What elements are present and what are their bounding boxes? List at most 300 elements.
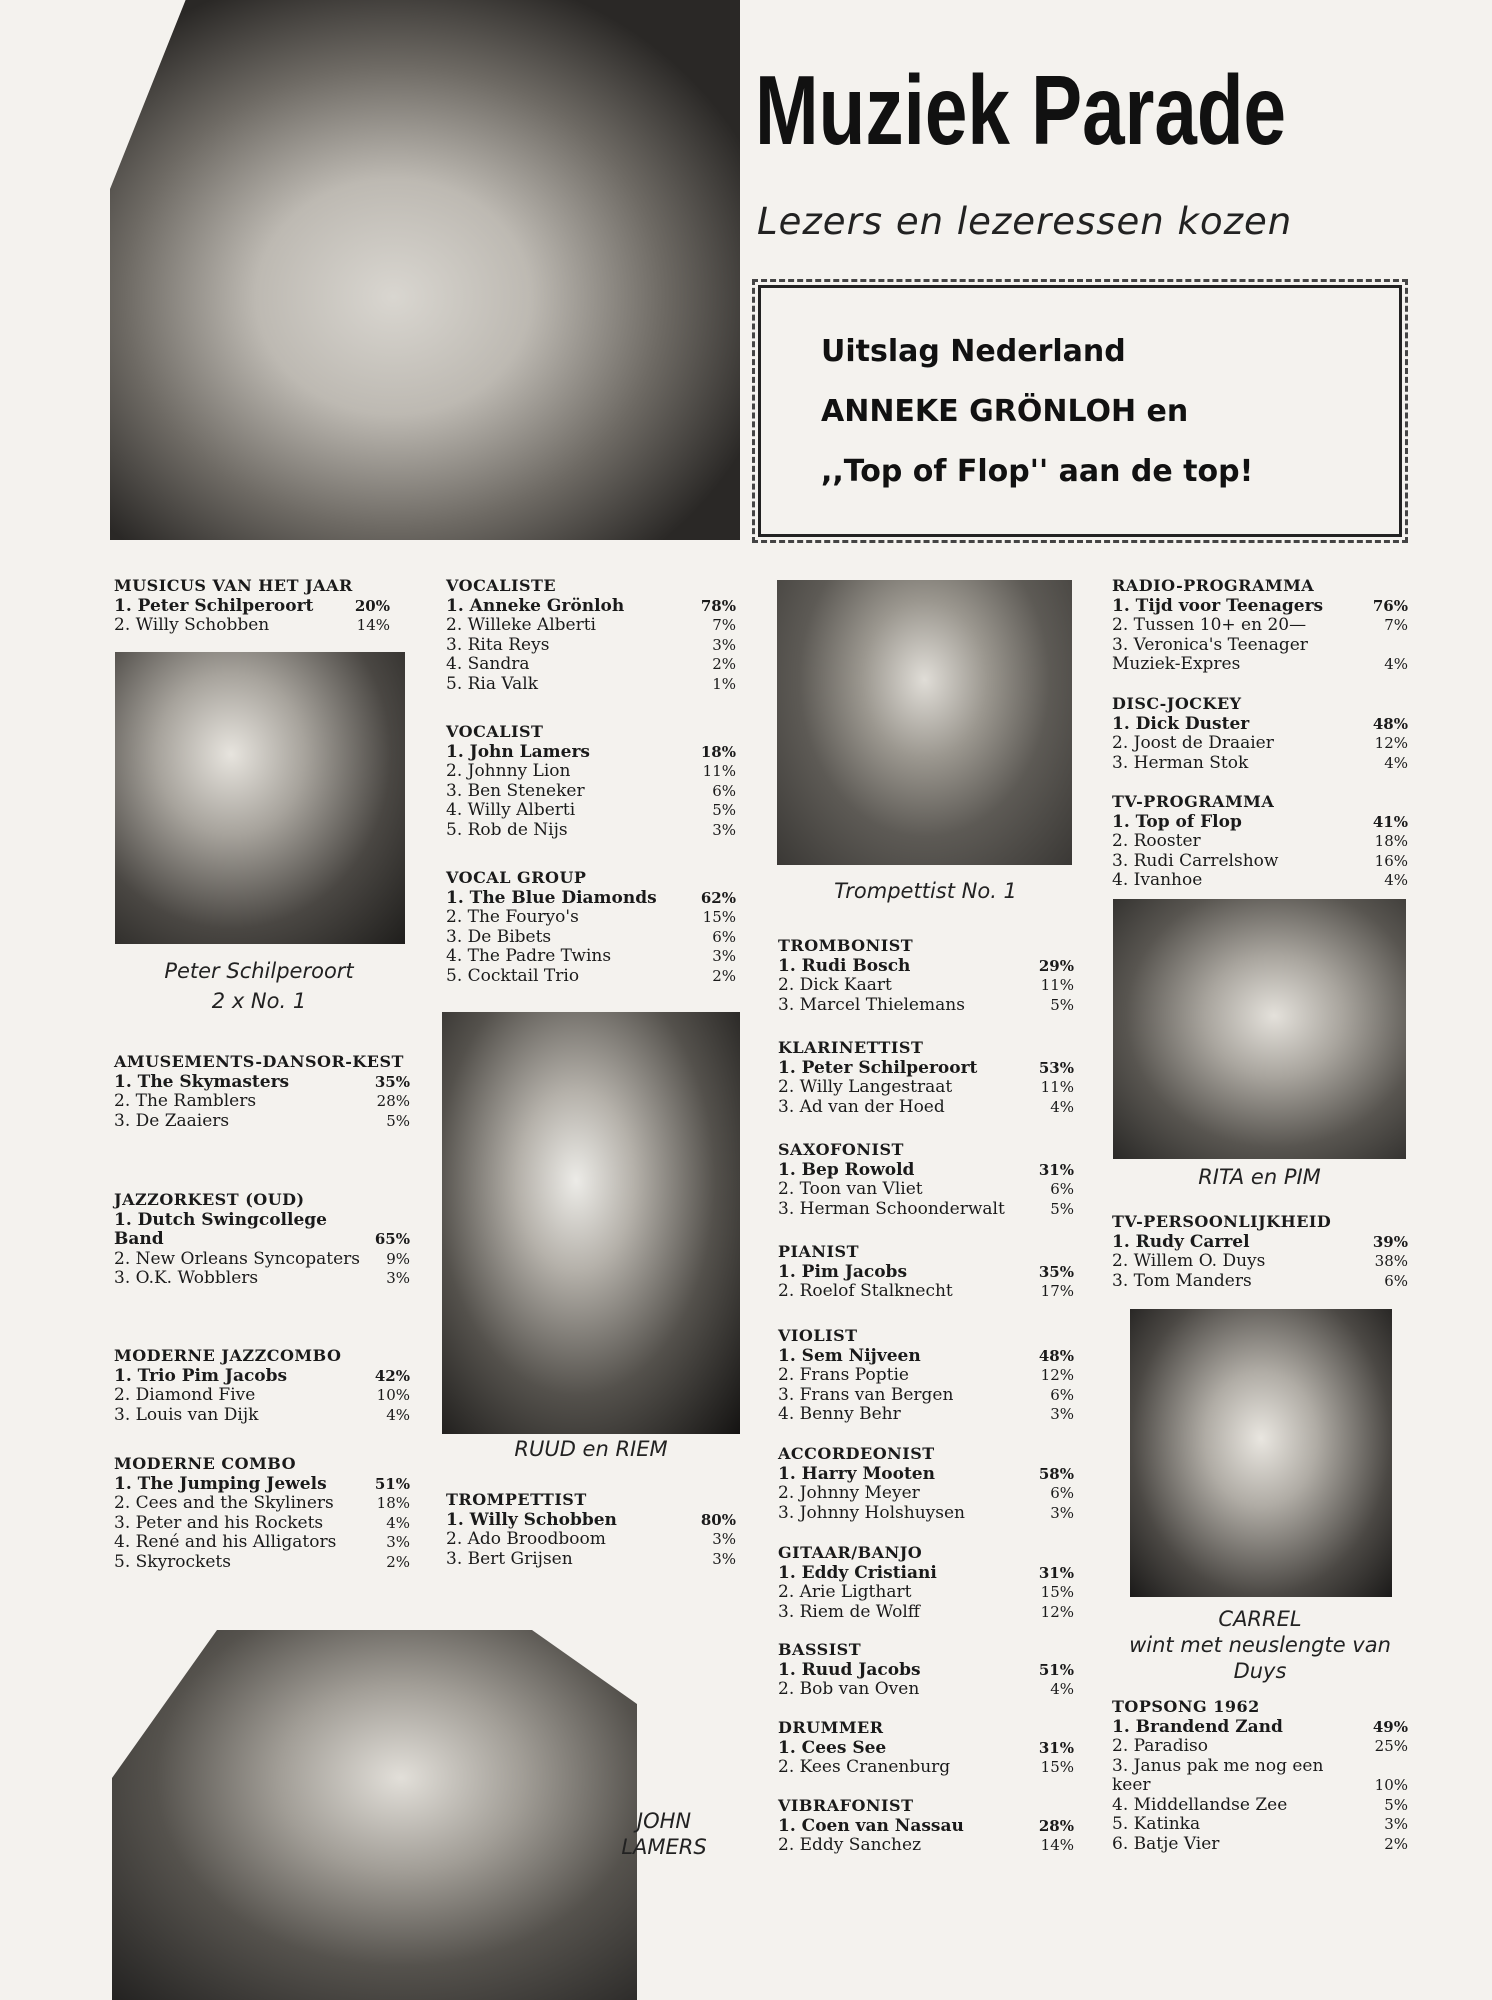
ranking-percentage: 31% — [1038, 1563, 1074, 1582]
caption-carrel-line3: Duys — [1233, 1659, 1287, 1683]
ranking-percentage: 25% — [1374, 1737, 1408, 1755]
ranking-percentage: 41% — [1372, 812, 1408, 831]
ranking-percentage: 3% — [1050, 1405, 1074, 1423]
ranking-percentage: 2% — [712, 655, 736, 673]
ranking-row — [1112, 636, 1408, 675]
ranking-name: 1. Anneke Grönloh — [446, 595, 625, 616]
ranking-percentage: 35% — [374, 1072, 410, 1091]
photo-carrel — [1130, 1309, 1392, 1597]
section-klarinettist — [778, 1038, 1074, 1117]
ranking-row — [446, 616, 736, 636]
section-vocalist — [446, 722, 736, 840]
category-title: PIANIST — [778, 1242, 859, 1261]
ranking-row — [446, 1511, 736, 1531]
ranking-name: 3. Veronica's Teenager Muziek-Expres — [1112, 634, 1308, 674]
ranking-percentage: 4% — [1384, 655, 1408, 673]
ranking-name: 4. The Padre Twins — [446, 946, 612, 966]
ranking-percentage: 11% — [1040, 976, 1074, 994]
ranking-percentage: 20% — [354, 596, 390, 615]
ranking-row — [114, 1269, 410, 1289]
ranking-name: 2. Johnny Meyer — [778, 1483, 920, 1503]
ranking-percentage: 15% — [1040, 1583, 1074, 1601]
ranking-percentage: 6% — [1050, 1180, 1074, 1198]
caption-trompettist: Trompettist No. 1 — [834, 879, 1017, 903]
ranking-name: 5. Katinka — [1112, 1814, 1201, 1834]
ranking-percentage: 16% — [1374, 851, 1408, 870]
caption-carrel-line1: CARREL — [1218, 1607, 1302, 1631]
ranking-percentage: 5% — [386, 1111, 410, 1130]
ranking-name: 3. Rudi Carrelshow — [1112, 850, 1279, 871]
ranking-name: 4. René and his Alligators — [114, 1532, 337, 1552]
ranking-name: 2. Joost de Draaier — [1112, 733, 1274, 753]
ranking-name: 4. Willy Alberti — [446, 800, 576, 820]
ranking-percentage: 78% — [700, 596, 736, 615]
section-gitaar — [778, 1543, 1074, 1622]
ranking-row — [778, 1263, 1074, 1283]
ranking-percentage: 48% — [1038, 1346, 1074, 1365]
ranking-percentage: 4% — [1384, 753, 1408, 772]
ranking-percentage: 1% — [712, 674, 736, 693]
section-violist — [778, 1326, 1074, 1425]
ranking-percentage: 31% — [1038, 1738, 1074, 1757]
ranking-percentage: 4% — [386, 1513, 410, 1532]
ranking-name: 1. Rudy Carrel — [1112, 1231, 1250, 1252]
caption-john — [584, 1808, 744, 1860]
ranking-name: 2. Toon van Vliet — [778, 1179, 923, 1199]
ranking-row — [1112, 1757, 1408, 1796]
ranking-row — [778, 1366, 1074, 1386]
ranking-percentage: 58% — [1038, 1464, 1074, 1483]
ranking-percentage: 6% — [1050, 1385, 1074, 1404]
ranking-name: 1. Cees See — [778, 1737, 887, 1758]
ranking-percentage: 5% — [1050, 995, 1074, 1014]
ranking-percentage: 53% — [1038, 1058, 1074, 1077]
ranking-row — [778, 1564, 1074, 1584]
section-jazzorkest — [114, 1190, 410, 1289]
category-title: MODERNE COMBO — [114, 1454, 297, 1473]
ranking-percentage: 4% — [1050, 1680, 1074, 1698]
section-accordeonist — [778, 1444, 1074, 1523]
ranking-name: 3. Ad van der Hoed — [778, 1096, 945, 1117]
section-saxofonist — [778, 1140, 1074, 1219]
ranking-row — [1112, 715, 1408, 735]
ranking-name: 2. Eddy Sanchez — [778, 1835, 922, 1855]
ranking-percentage: 62% — [700, 888, 736, 907]
ranking-name: 1. Top of Flop — [1112, 811, 1242, 832]
ranking-percentage: 5% — [712, 801, 736, 819]
ranking-name: 3. Peter and his Rockets — [114, 1512, 324, 1533]
ranking-name: 1. Ruud Jacobs — [778, 1659, 921, 1680]
ranking-row — [778, 1661, 1074, 1681]
ranking-name: 3. Ben Steneker — [446, 780, 585, 801]
ranking-name: 4. Middellandse Zee — [1112, 1794, 1288, 1815]
ranking-name: 2. Arie Ligthart — [778, 1582, 912, 1602]
ranking-name: 2. Willem O. Duys — [1112, 1251, 1266, 1271]
ranking-name: 2. New Orleans Syncopaters — [114, 1248, 361, 1269]
ranking-name: 3. Herman Stok — [1112, 752, 1249, 773]
category-title: BASSIST — [778, 1640, 862, 1659]
photo-john-lamers — [112, 1630, 637, 2000]
section-bassist — [778, 1640, 1074, 1700]
section-combo — [114, 1454, 410, 1572]
ranking-percentage: 7% — [1384, 616, 1408, 634]
category-title: RADIO-PROGRAMMA — [1112, 576, 1315, 595]
category-title: MODERNE JAZZCOMBO — [114, 1346, 342, 1365]
photo-peter-schilperoort — [115, 652, 405, 944]
ranking-row — [446, 928, 736, 948]
ranking-row — [446, 636, 736, 656]
box-line-3: ,,Top of Flop'' aan de top! — [821, 454, 1254, 489]
ranking-name: 1. The Blue Diamonds — [446, 887, 657, 908]
ranking-row — [1112, 1718, 1408, 1738]
ranking-name: 1. Bep Rowold — [778, 1159, 915, 1180]
ranking-row — [446, 801, 736, 821]
ranking-percentage: 4% — [386, 1405, 410, 1424]
ranking-percentage: 6% — [712, 781, 736, 800]
ranking-row — [446, 655, 736, 675]
ranking-name: 2. Willy Langestraat — [778, 1077, 953, 1097]
ranking-row — [446, 889, 736, 909]
ranking-percentage: 42% — [374, 1366, 410, 1385]
ranking-name: 3. Frans van Bergen — [778, 1384, 954, 1405]
ranking-row — [1112, 871, 1408, 891]
category-title: DISC-JOCKEY — [1112, 694, 1242, 713]
ranking-name: 5. Cocktail Trio — [446, 965, 580, 986]
ranking-percentage: 3% — [712, 1530, 736, 1548]
ranking-row — [778, 957, 1074, 977]
ranking-name: 3. Tom Manders — [1112, 1270, 1252, 1291]
ranking-percentage: 10% — [1374, 1776, 1408, 1794]
ranking-percentage: 6% — [1050, 1484, 1074, 1502]
ranking-name: 2. Rooster — [1112, 831, 1201, 851]
ranking-name: 1. Rudi Bosch — [778, 955, 911, 976]
ranking-name: 1. Dutch Swingcollege Band — [114, 1209, 327, 1249]
ranking-name: 1. Pim Jacobs — [778, 1261, 908, 1282]
box-line-1: Uitslag Nederland — [821, 334, 1126, 369]
ranking-name: 4. Benny Behr — [778, 1404, 901, 1424]
category-title: GITAAR/BANJO — [778, 1543, 923, 1562]
ranking-percentage: 3% — [1050, 1503, 1074, 1522]
ranking-row — [778, 1078, 1074, 1098]
ranking-row — [1112, 1737, 1408, 1757]
ranking-percentage: 4% — [1384, 871, 1408, 889]
ranking-row — [778, 1583, 1074, 1603]
category-title: VOCAL GROUP — [446, 868, 587, 887]
section-amusement — [114, 1052, 410, 1131]
ranking-row — [446, 743, 736, 763]
ranking-name: 1. The Jumping Jewels — [114, 1473, 327, 1494]
category-title: TV-PERSOONLIJKHEID — [1112, 1212, 1332, 1231]
photo-trompettist — [777, 580, 1072, 865]
ranking-row — [778, 1405, 1074, 1425]
section-trombonist — [778, 936, 1074, 1015]
ranking-name: 3. Herman Schoonderwalt — [778, 1198, 1005, 1219]
photo-anneke-gronloh — [110, 0, 740, 540]
category-title: AMUSEMENTS-DANSOR-KEST — [114, 1052, 404, 1071]
section-trompettist — [446, 1490, 736, 1569]
ranking-name: 1. The Skymasters — [114, 1071, 290, 1092]
caption-carrel — [1112, 1606, 1408, 1684]
box-line-2: ANNEKE GRÖNLOH en — [821, 394, 1189, 429]
ranking-percentage: 3% — [386, 1269, 410, 1287]
ranking-name: 2. Cees and the Skyliners — [114, 1493, 334, 1513]
section-discjockey — [1112, 694, 1408, 773]
ranking-name: 1. Peter Schilperoort — [778, 1057, 978, 1078]
ranking-percentage: 4% — [1050, 1097, 1074, 1116]
ranking-row — [1112, 734, 1408, 754]
ranking-percentage: 49% — [1372, 1717, 1408, 1736]
category-title: TROMPETTIST — [446, 1490, 587, 1509]
ranking-percentage: 28% — [376, 1092, 410, 1110]
ranking-name: 2. The Fouryo's — [446, 907, 579, 927]
ranking-percentage: 51% — [374, 1474, 410, 1493]
ranking-row — [114, 1406, 410, 1426]
ranking-name: 1. Harry Mooten — [778, 1463, 935, 1484]
ranking-percentage: 10% — [376, 1386, 410, 1404]
ranking-percentage: 6% — [712, 927, 736, 946]
category-title: ACCORDEONIST — [778, 1444, 935, 1463]
ranking-percentage: 14% — [1040, 1836, 1074, 1854]
ranking-percentage: 3% — [712, 820, 736, 839]
ranking-percentage: 29% — [1038, 956, 1074, 975]
section-musicus — [114, 576, 390, 636]
ranking-name: 1. John Lamers — [446, 741, 590, 762]
ranking-row — [1112, 832, 1408, 852]
ranking-name: 2. Roelof Stalknecht — [778, 1281, 953, 1301]
section-vocalgroup — [446, 868, 736, 986]
ranking-row — [778, 1465, 1074, 1485]
ranking-name: 1. Sem Nijveen — [778, 1345, 921, 1366]
ranking-percentage: 3% — [712, 635, 736, 654]
ranking-name: 2. Paradiso — [1112, 1736, 1208, 1756]
ranking-percentage: 12% — [1040, 1366, 1074, 1384]
ranking-percentage: 7% — [712, 616, 736, 634]
ranking-name: 3. De Bibets — [446, 926, 552, 947]
ranking-row — [1112, 597, 1408, 617]
ranking-percentage: 5% — [1050, 1199, 1074, 1218]
ranking-row — [446, 1550, 736, 1570]
ranking-name: 3. O.K. Wobblers — [114, 1268, 259, 1288]
ranking-name: 2. Willeke Alberti — [446, 615, 596, 635]
page-subtitle: Lezers en lezeressen kozen — [757, 200, 1293, 243]
category-title: TROMBONIST — [778, 936, 914, 955]
caption-peter-line1: Peter Schilperoort — [164, 959, 354, 983]
ranking-percentage: 38% — [1374, 1252, 1408, 1270]
ranking-row — [114, 1386, 410, 1406]
ranking-percentage: 15% — [702, 908, 736, 926]
ranking-row — [778, 1504, 1074, 1524]
caption-ruud: RUUD en RIEM — [514, 1437, 668, 1461]
section-drummer — [778, 1718, 1074, 1778]
ranking-name: 1. Trio Pim Jacobs — [114, 1365, 288, 1386]
caption-peter-line2: 2 x No. 1 — [211, 989, 307, 1013]
ranking-row — [778, 1386, 1074, 1406]
ranking-row — [114, 597, 390, 617]
ranking-percentage: 3% — [712, 947, 736, 965]
ranking-name: 2. The Ramblers — [114, 1091, 257, 1111]
result-box — [758, 285, 1402, 537]
page-title: Muziek Parade — [755, 55, 1287, 165]
photo-rita-en-pim — [1113, 899, 1406, 1159]
ranking-row — [446, 947, 736, 967]
ranking-percentage: 18% — [1374, 832, 1408, 850]
ranking-row — [778, 1200, 1074, 1220]
ranking-name: 3. Marcel Thielemans — [778, 994, 965, 1015]
ranking-name: 5. Ria Valk — [446, 673, 538, 694]
category-title: VOCALISTE — [446, 576, 557, 595]
ranking-name: 2. Frans Poptie — [778, 1365, 909, 1385]
section-vocaliste — [446, 576, 736, 694]
ranking-name: 1. Willy Schobben — [446, 1509, 617, 1530]
ranking-row — [446, 821, 736, 841]
ranking-row — [1112, 852, 1408, 872]
ranking-row — [114, 1211, 410, 1250]
ranking-name: 1. Eddy Cristiani — [778, 1562, 937, 1583]
section-pianist — [778, 1242, 1074, 1302]
section-radio — [1112, 576, 1408, 675]
ranking-name: 2. Dick Kaart — [778, 975, 892, 995]
ranking-percentage: 28% — [1038, 1816, 1074, 1835]
ranking-row — [114, 1514, 410, 1534]
ranking-row — [1112, 616, 1408, 636]
category-title: VOCALIST — [446, 722, 544, 741]
ranking-name: 2. Ado Broodboom — [446, 1529, 606, 1549]
ranking-row — [446, 908, 736, 928]
ranking-name: 5. Rob de Nijs — [446, 819, 568, 840]
ranking-name: 1. Tijd voor Teenagers — [1112, 595, 1324, 616]
ranking-row — [1112, 1233, 1408, 1253]
ranking-percentage: 18% — [700, 742, 736, 761]
ranking-row — [1112, 813, 1408, 833]
ranking-percentage: 48% — [1372, 714, 1408, 733]
ranking-percentage: 3% — [386, 1533, 410, 1551]
category-title: MUSICUS VAN HET JAAR — [114, 576, 353, 595]
category-title: JAZZORKEST (OUD) — [114, 1190, 305, 1209]
ranking-name: 2. Willy Schobben — [114, 615, 270, 635]
ranking-row — [446, 762, 736, 782]
ranking-percentage: 14% — [356, 616, 390, 634]
ranking-row — [114, 1533, 410, 1553]
ranking-percentage: 12% — [1040, 1602, 1074, 1621]
category-title: SAXOFONIST — [778, 1140, 904, 1159]
ranking-percentage: 2% — [712, 966, 736, 985]
category-title: VIBRAFONIST — [778, 1796, 914, 1815]
ranking-name: 2. Tussen 10+ en 20— — [1112, 615, 1307, 635]
ranking-row — [114, 1494, 410, 1514]
ranking-percentage: 51% — [1038, 1660, 1074, 1679]
ranking-row — [778, 1758, 1074, 1778]
photo-ruud-en-riem — [442, 1012, 740, 1434]
ranking-row — [778, 1098, 1074, 1118]
ranking-name: 1. Dick Duster — [1112, 713, 1250, 734]
ranking-name: 1. Coen van Nassau — [778, 1815, 964, 1836]
category-title: VIOLIST — [778, 1326, 858, 1345]
ranking-percentage: 65% — [374, 1230, 410, 1248]
caption-rita: RITA en PIM — [1198, 1165, 1321, 1189]
ranking-row — [778, 1603, 1074, 1623]
ranking-name: 3. Riem de Wolff — [778, 1601, 920, 1622]
ranking-name: 3. De Zaaiers — [114, 1110, 230, 1131]
ranking-name: 6. Batje Vier — [1112, 1833, 1220, 1854]
ranking-percentage: 2% — [386, 1552, 410, 1571]
ranking-percentage: 9% — [386, 1249, 410, 1268]
ranking-row — [778, 1817, 1074, 1837]
ranking-row — [114, 616, 390, 636]
ranking-row — [778, 1347, 1074, 1367]
ranking-name: 4. Sandra — [446, 654, 530, 674]
ranking-row — [114, 1112, 410, 1132]
ranking-name: 3. Rita Reys — [446, 634, 550, 655]
section-tvprogramma — [1112, 792, 1408, 891]
ranking-row — [1112, 1796, 1408, 1816]
ranking-name: 3. Janus pak me nog een keer — [1112, 1755, 1324, 1795]
ranking-percentage: 15% — [1040, 1758, 1074, 1776]
caption-john-line2: LAMERS — [621, 1835, 707, 1859]
ranking-row — [446, 967, 736, 987]
ranking-name: 1. Brandend Zand — [1112, 1716, 1283, 1737]
ranking-percentage: 11% — [702, 762, 736, 780]
ranking-percentage: 5% — [1384, 1795, 1408, 1814]
ranking-percentage: 31% — [1038, 1160, 1074, 1179]
ranking-percentage: 76% — [1372, 596, 1408, 615]
ranking-percentage: 18% — [376, 1494, 410, 1512]
ranking-name: 3. Bert Grijsen — [446, 1548, 573, 1569]
ranking-row — [446, 782, 736, 802]
ranking-row — [114, 1367, 410, 1387]
ranking-row — [778, 1161, 1074, 1181]
category-title: DRUMMER — [778, 1718, 884, 1737]
ranking-row — [1112, 1835, 1408, 1855]
category-title: KLARINETTIST — [778, 1038, 924, 1057]
ranking-row — [114, 1092, 410, 1112]
ranking-name: 2. Bob van Oven — [778, 1679, 920, 1699]
section-vibrafonist — [778, 1796, 1074, 1856]
ranking-name: 3. Johnny Holshuysen — [778, 1502, 965, 1523]
caption-carrel-line2: wint met neuslengte van — [1129, 1633, 1391, 1657]
ranking-percentage: 2% — [1384, 1834, 1408, 1853]
ranking-percentage: 3% — [1384, 1815, 1408, 1833]
ranking-row — [778, 1282, 1074, 1302]
ranking-row — [778, 1059, 1074, 1079]
ranking-row — [1112, 1252, 1408, 1272]
ranking-name: 3. Louis van Dijk — [114, 1404, 259, 1425]
ranking-row — [446, 1530, 736, 1550]
ranking-row — [114, 1073, 410, 1093]
ranking-percentage: 17% — [1040, 1282, 1074, 1300]
ranking-name: 1. Peter Schilperoort — [114, 595, 314, 616]
ranking-row — [114, 1475, 410, 1495]
ranking-percentage: 6% — [1384, 1271, 1408, 1290]
ranking-row — [446, 597, 736, 617]
ranking-percentage: 80% — [700, 1510, 736, 1529]
ranking-name: 2. Johnny Lion — [446, 761, 571, 781]
category-title: TOPSONG 1962 — [1112, 1697, 1260, 1716]
ranking-row — [778, 1836, 1074, 1856]
ranking-percentage: 11% — [1040, 1078, 1074, 1096]
ranking-percentage: 35% — [1038, 1262, 1074, 1281]
ranking-row — [778, 976, 1074, 996]
ranking-percentage: 12% — [1374, 734, 1408, 752]
section-tvpersoon — [1112, 1212, 1408, 1291]
ranking-name: 4. Ivanhoe — [1112, 870, 1203, 890]
ranking-row — [778, 1484, 1074, 1504]
section-jazzcombo — [114, 1346, 410, 1425]
category-title: TV-PROGRAMMA — [1112, 792, 1275, 811]
ranking-percentage: 3% — [712, 1549, 736, 1568]
ranking-row — [1112, 1815, 1408, 1835]
ranking-name: 2. Diamond Five — [114, 1385, 256, 1405]
caption-peter — [114, 958, 404, 1014]
